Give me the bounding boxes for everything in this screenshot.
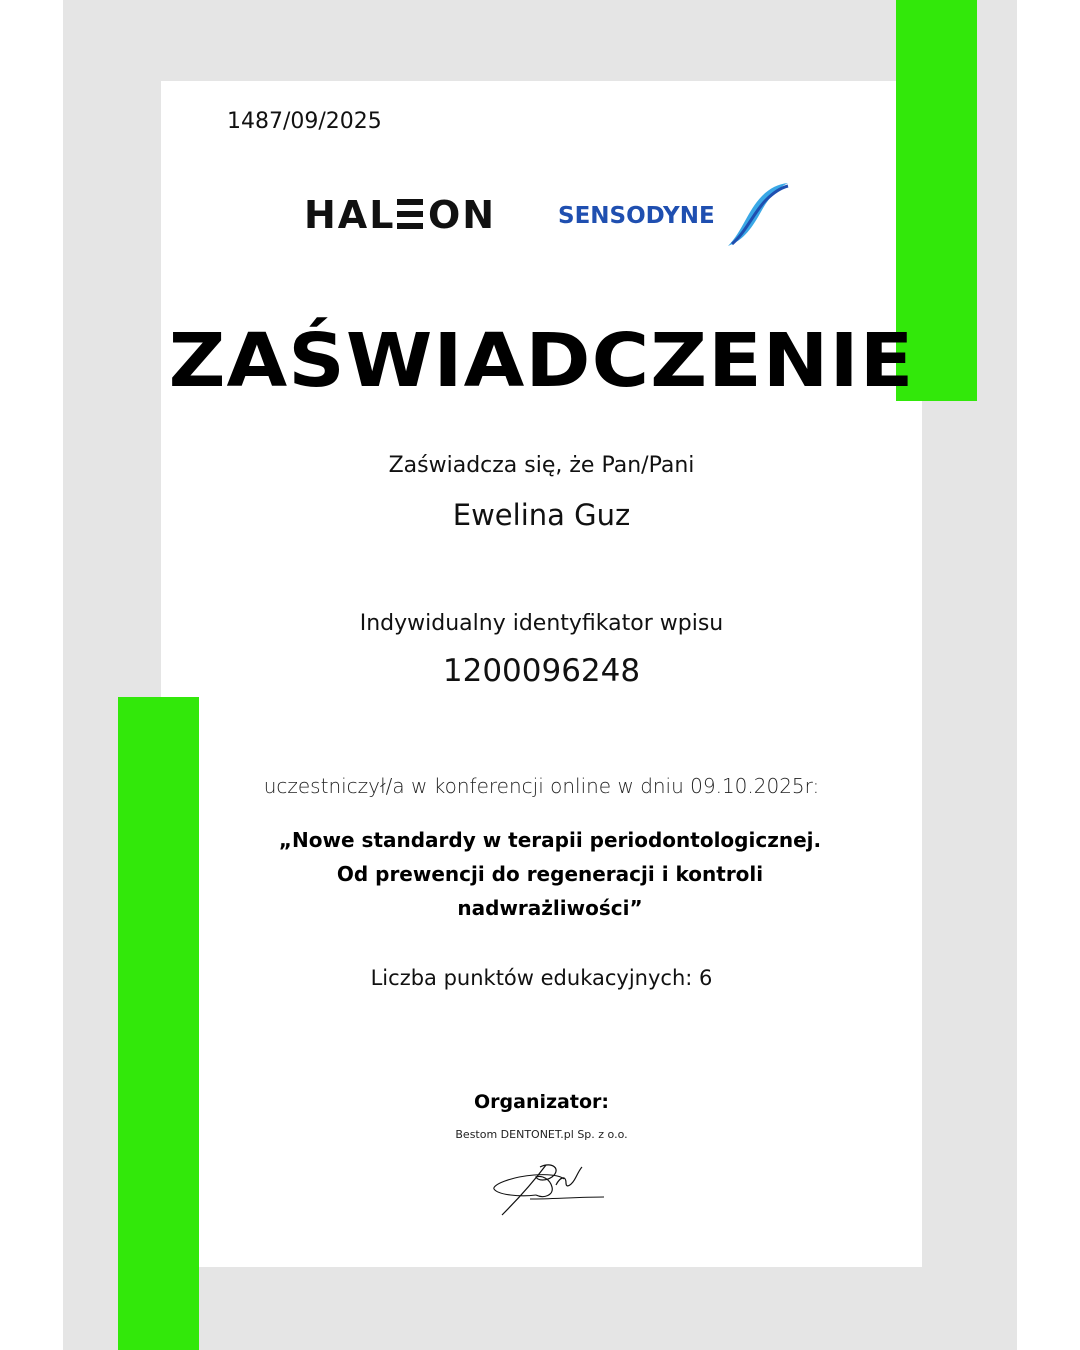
- svg-text:HAL: HAL: [304, 193, 396, 237]
- sensodyne-logo: [556, 180, 792, 250]
- signature-icon: [490, 1155, 610, 1220]
- participant-name: Ewelina Guz: [452, 498, 631, 532]
- registration-id-value: 1200096248: [442, 653, 641, 689]
- haleon-logo: [304, 190, 514, 240]
- document-number: 1487/09/2025: [227, 109, 382, 134]
- certificate-title: ZAŚWIADCZENIE: [168, 318, 915, 404]
- certify-statement: Zaświadcza się, że Pan/Pani: [388, 453, 695, 478]
- course-title-line-2: Od prewencji do regeneracji i kontroli: [336, 862, 764, 886]
- registration-id-label: Indywidualny identyfikator wpisu: [359, 611, 724, 636]
- education-points: Liczba punktów edukacyjnych: 6: [370, 966, 713, 990]
- course-title-line-1: „Nowe standardy w terapii periodontologicznej.: [278, 828, 822, 852]
- svg-text:SENSODYNE: SENSODYNE: [558, 203, 715, 229]
- course-title: [230, 823, 870, 925]
- organizer-name: Bestom DENTONET.pl Sp. z o.o.: [455, 1128, 628, 1141]
- participation-statement: uczestniczył/a w konferencji online w dniu 09.10.2025r:: [263, 774, 820, 798]
- organizer-label: Organizator:: [474, 1091, 609, 1113]
- svg-text:ON: ON: [428, 193, 497, 237]
- course-title-line-3: nadwrażliwości”: [457, 896, 643, 920]
